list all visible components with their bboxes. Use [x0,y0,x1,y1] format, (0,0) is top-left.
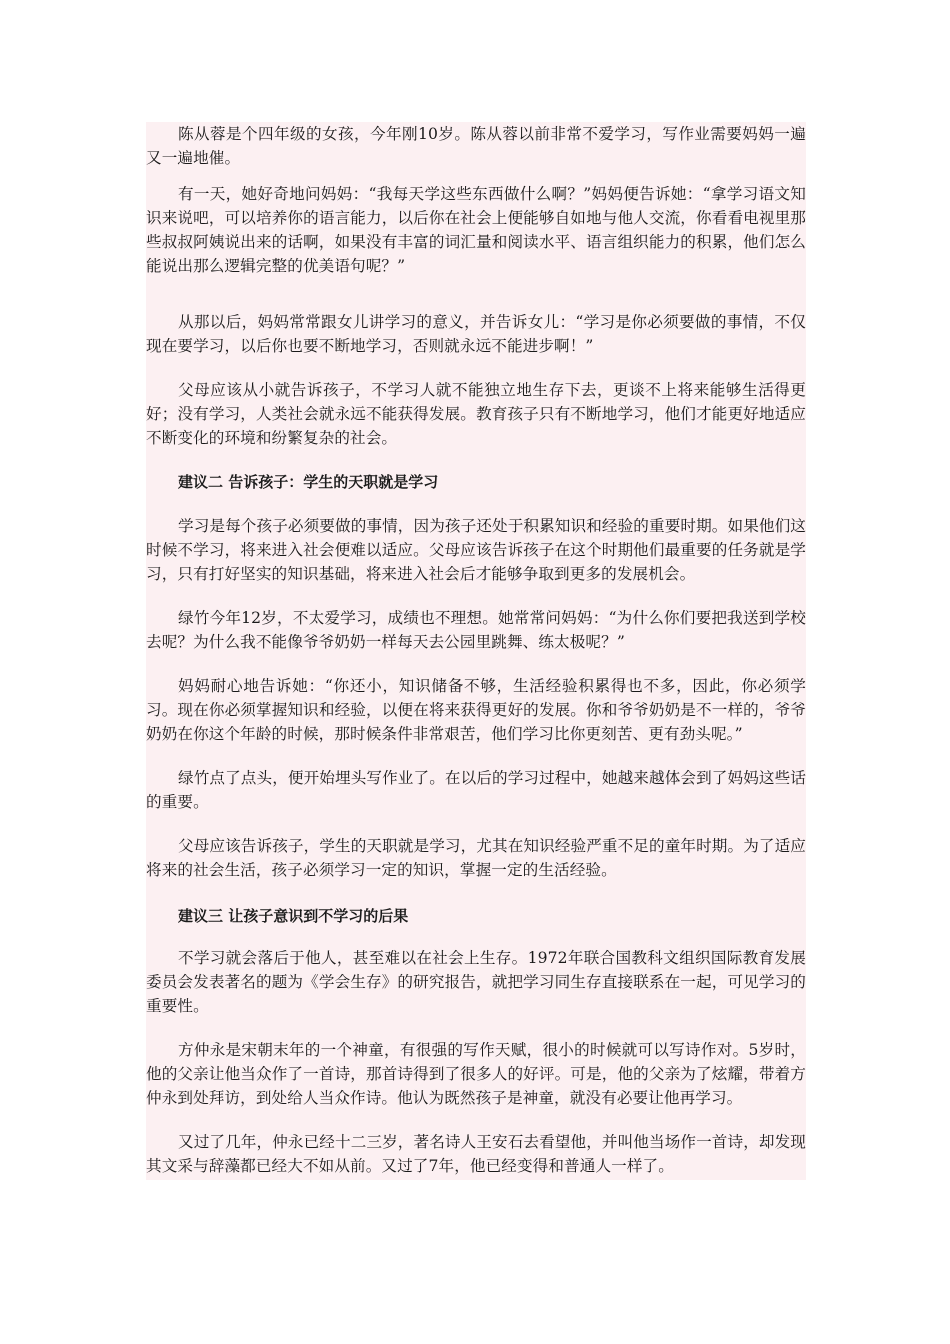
paragraph: 父母应该告诉孩子，学生的天职就是学习，尤其在知识经验严重不足的童年时期。为了适应将来的社会生活，孩子必须学习一定的知识，掌握一定的生活经验。 [146,837,806,879]
paragraph: 方仲永是宋朝末年的一个神童，有很强的写作天赋，很小的时候就可以写诗作对。5岁时，他的父亲让他当众作了一首诗，那首诗得到了很多人的好评。可是，他的父亲为了炫耀，带着方仲永到处拜访，到处给人当众作诗。他认为既然孩子是神童，就没有必要让他再学习。 [146,1041,806,1107]
paragraph: 绿竹今年12岁，不太爱学习，成绩也不理想。她常常问妈妈：“为什么你们要把我送到学校去呢？为什么我不能像爷爷奶奶一样每天去公园里跳舞、练太极呢？” [146,609,806,651]
article-body [146,122,806,1180]
paragraph: 从那以后，妈妈常常跟女儿讲学习的意义，并告诉女儿：“学习是你必须要做的事情，不仅现在要学习，以后你也要不断地学习，否则就永远不能进步啊！” [146,313,806,355]
paragraph: 有一天，她好奇地问妈妈：“我每天学这些东西做什么啊？”妈妈便告诉她：“拿学习语文知识来说吧，可以培养你的语言能力，以后你在社会上便能够自如地与他人交流，你看看电视里那些叔叔阿姨说出来的话啊，如果没有丰富的词汇量和阅读水平、语言组织能力的积累，他们怎么能说出那么逻辑完整的优美语句呢？” [146,185,806,275]
paragraph: 父母应该从小就告诉孩子，不学习人就不能独立地生存下去，更谈不上将来能够生活得更好；没有学习，人类社会就永远不能获得发展。教育孩子只有不断地学习，他们才能更好地适应不断变化的环境和纷繁复杂的社会。 [146,381,806,447]
paragraph: 又过了几年，仲永已经十二三岁，著名诗人王安石去看望他，并叫他当场作一首诗，却发现其文采与辞藻都已经大不如从前。又过了7年，他已经变得和普通人一样了。 [146,1133,806,1175]
paragraph: 陈从蓉是个四年级的女孩，今年刚10岁。陈从蓉以前非常不爱学习，写作业需要妈妈一遍又一遍地催。 [146,125,806,167]
paragraph: 绿竹点了点头，便开始埋头写作业了。在以后的学习过程中，她越来越体会到了妈妈这些话的重要。 [146,769,806,811]
paragraph: 学习是每个孩子必须要做的事情，因为孩子还处于积累知识和经验的重要时期。如果他们这时候不学习，将来进入社会便难以适应。父母应该告诉孩子在这个时期他们最重要的任务就是学习，只有打好坚实的知识基础，将来进入社会后才能够争取到更多的发展机会。 [146,517,806,583]
paragraph: 妈妈耐心地告诉她：“你还小，知识储备不够，生活经验积累得也不多，因此，你必须学习。现在你必须掌握知识和经验，以便在将来获得更好的发展。你和爷爷奶奶是不一样的，爷爷奶奶在你这个年龄的时候，那时候条件非常艰苦，他们学习比你更刻苦、更有劲头呢。” [146,677,806,743]
section-heading: 建议三 让孩子意识到不学习的后果 [178,907,409,925]
section-heading: 建议二 告诉孩子：学生的天职就是学习 [178,473,439,491]
paragraph: 不学习就会落后于他人，甚至难以在社会上生存。1972年联合国教科文组织国际教育发展委员会发表著名的题为《学会生存》的研究报告，就把学习同生存直接联系在一起，可见学习的重要性。 [146,949,806,1015]
